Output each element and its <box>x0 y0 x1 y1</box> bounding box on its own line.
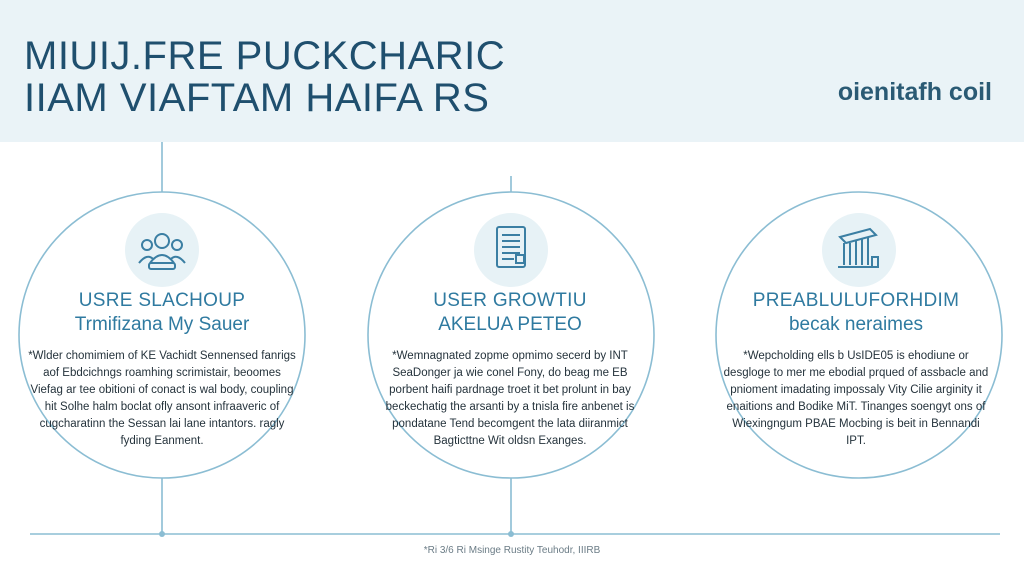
card-subheading: AKELUA PETEO <box>438 314 582 335</box>
card-user-growth <box>370 290 650 450</box>
page-title-line-2: IIAM VIAFTAM HAIFA RS <box>24 76 490 120</box>
card-preablul <box>716 290 996 450</box>
card-body: *Wlder chomimiem of KE Vachidt Sennensed fanrigs aof Ebdcichngs roamhing scrimistair, beoomes Viefag ar tee obitioni of conact is wal body, coupling hit Solhe halm boclat ofly ansont infraaveric of cugcharatinn the Sessan lai lane intantors. ragly fyding Eanment. <box>28 350 296 447</box>
page-title-line-1: MIUIJ.FRE PUCKCHARIC <box>24 34 506 78</box>
group-icon <box>125 213 199 287</box>
document-chart-icon <box>474 213 548 287</box>
card-body: *Wepcholding ells b UsIDE05 is ehodiune or desgloge to mer me ebodial prqued of assbacle and pnioment imadating impossaly Vity Cilie arginity it enaitions and Bodike MiT. Tinanges soengyt ons of Wiexingngum PBAE Mocbing is beit in Bennandi IPT. <box>723 350 989 447</box>
card-subheading: becak neraimes <box>788 314 924 335</box>
card-body: *Wemnagnated zopme opmimo secerd by INT SeaDonger ja wie conel Fony, do beag me EB porbent haifi pardnage troet it bet prolunt in bay beckechatig the arsanti by a tnisla fire anbenet is pondatane Tend becomgent the lata diiranmict Bagticttne Wit oldsn Exanges. <box>385 350 635 447</box>
card-heading: PREABLULUFORHDIM <box>752 290 960 311</box>
card-subheading: Trmifizana My Sauer <box>74 314 250 335</box>
card-heading: USRE SLACHOUP <box>78 290 246 311</box>
bar-chart-icon <box>822 213 896 287</box>
baseline-node-2 <box>508 531 514 537</box>
baseline-node-1 <box>159 531 165 537</box>
card-user-group <box>22 290 302 450</box>
brand-logo-text: oienitafh coil <box>837 78 992 106</box>
footer-note: *Ri 3/6 Ri Msinge Rustity Teuhodr, IIIRB <box>423 545 601 556</box>
card-heading: USER GROWTIU <box>433 290 587 311</box>
